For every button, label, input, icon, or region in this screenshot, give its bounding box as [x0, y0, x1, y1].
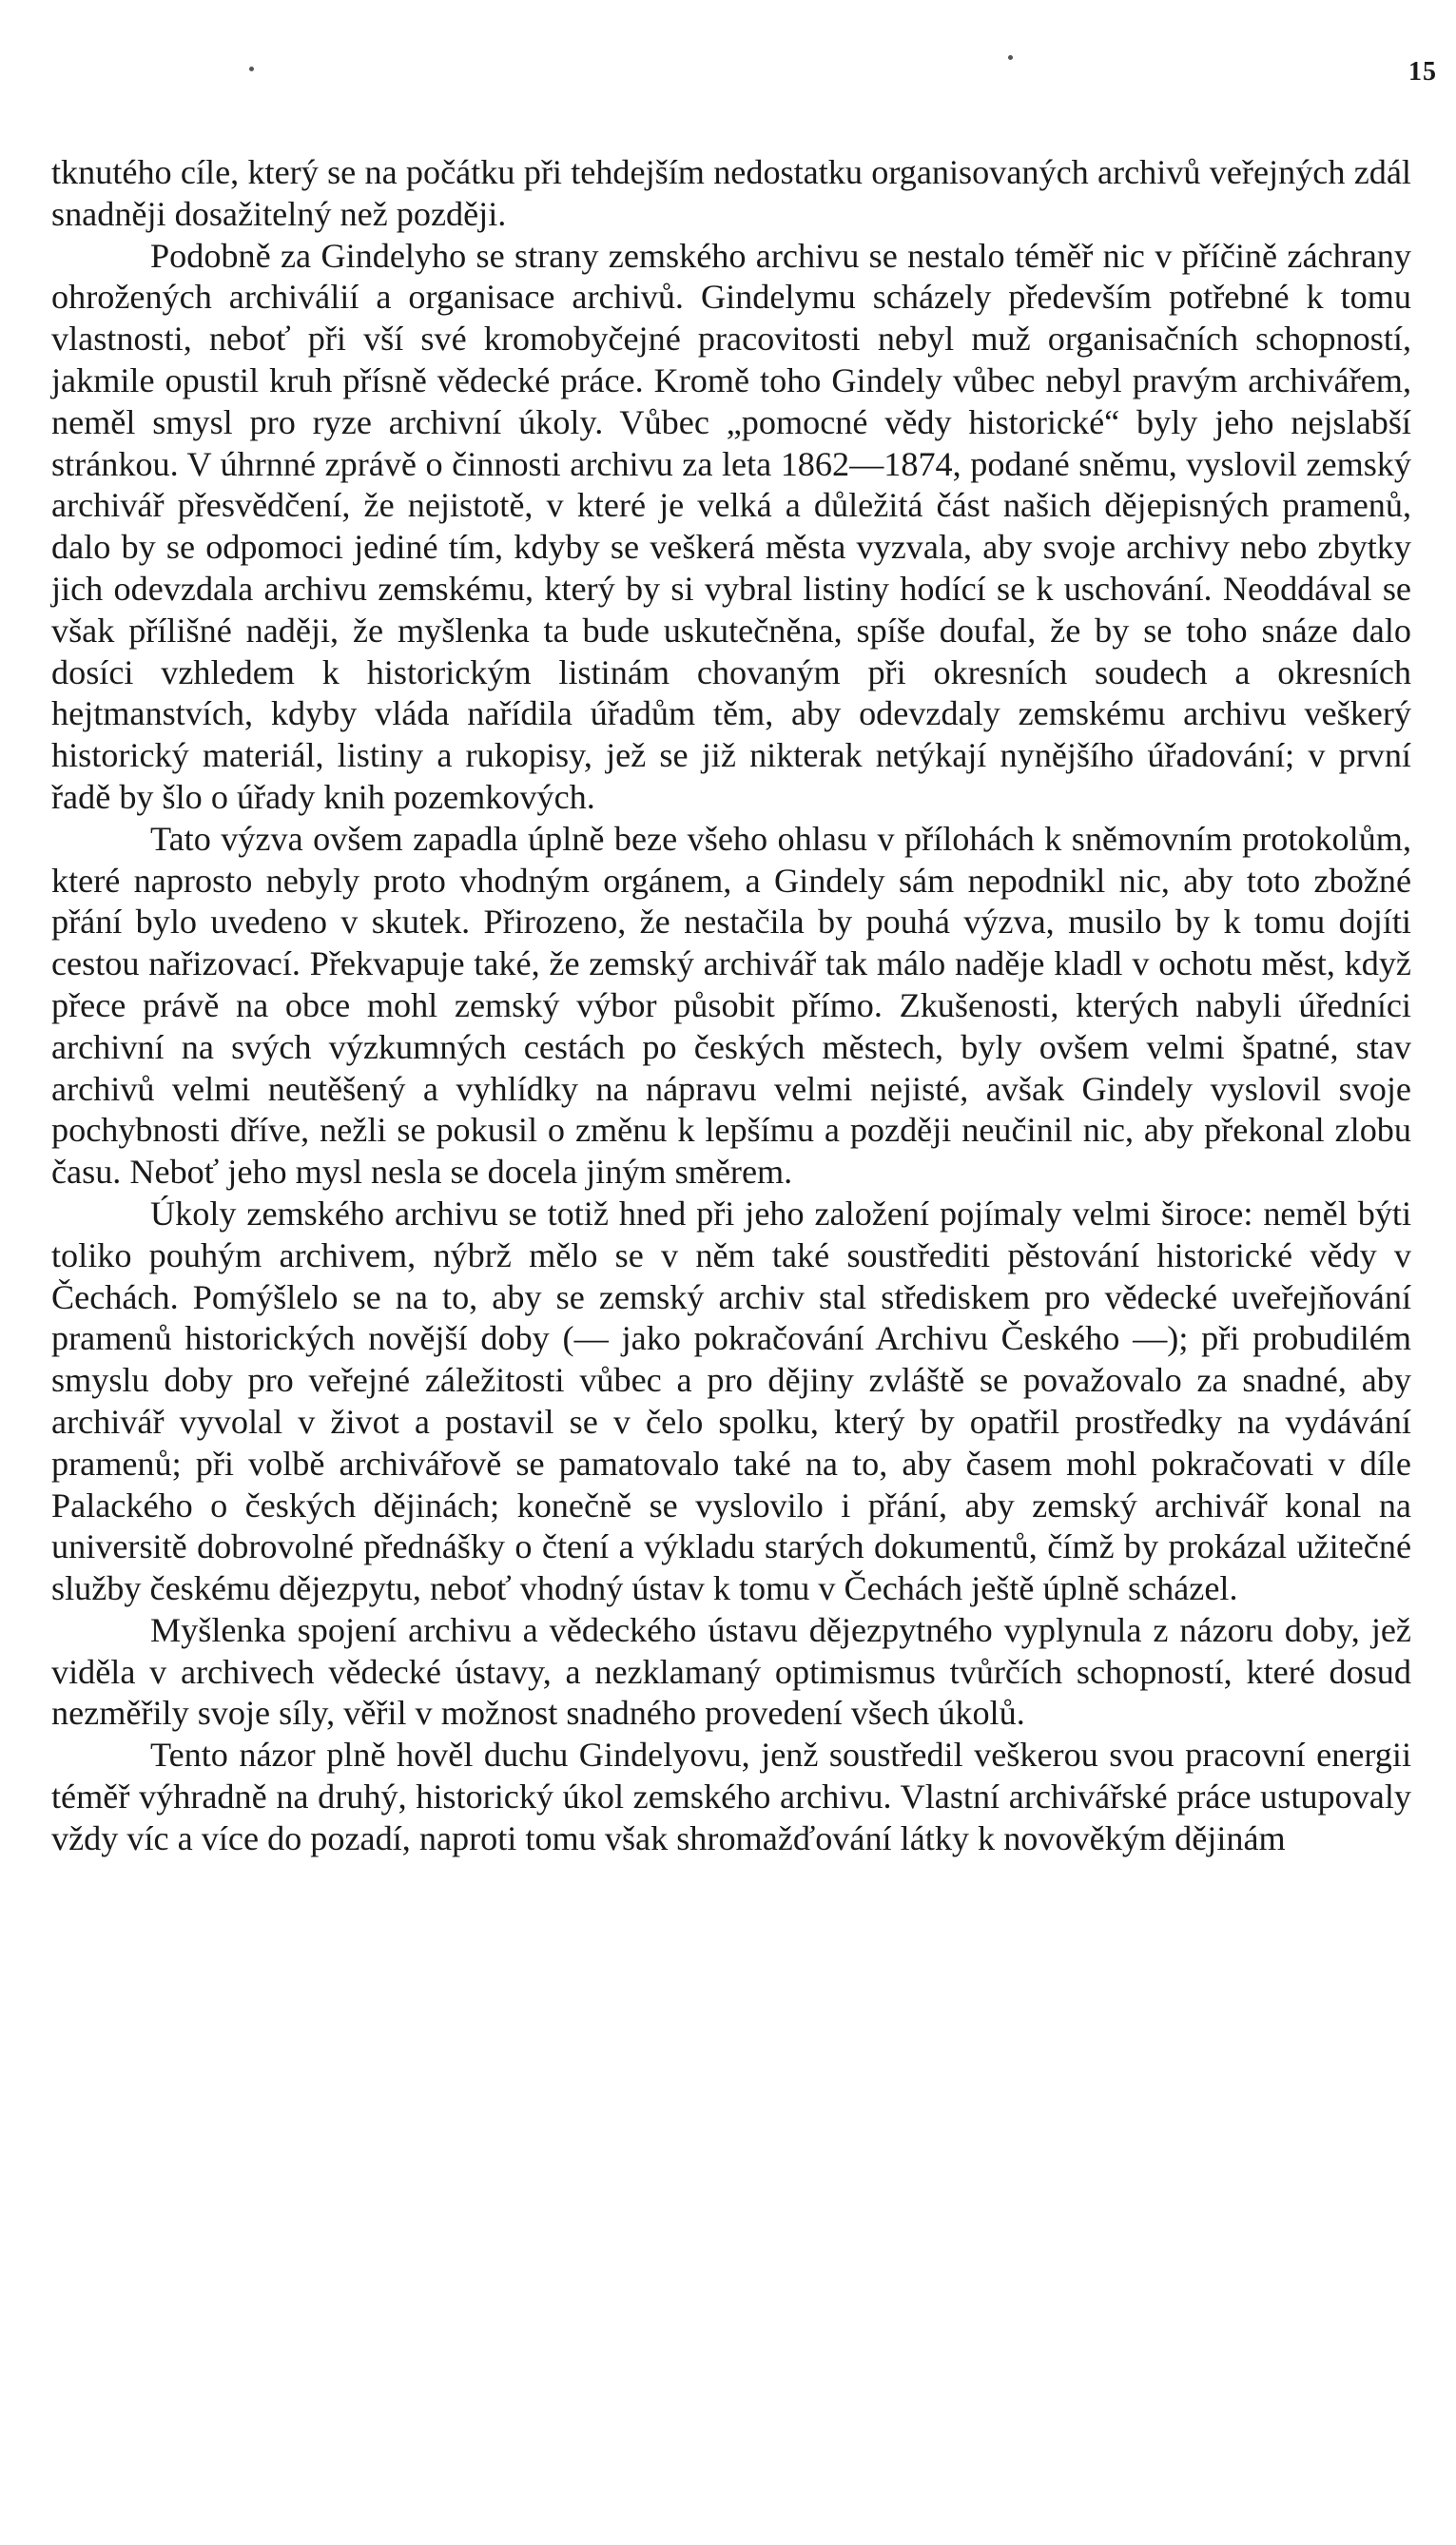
scan-speck [249, 67, 254, 71]
paragraph: Podobně za Gindelyho se strany zemského archivu se nestalo téměř nic v příčině záchrany ohrožených archiválií a organisace archivů. Gindelymu scházely především potřebné k tomu vlastnosti, neboť při vší své kromobyčejné pracovitosti nebyl muž organisačních schopností, jakmile opustil kruh přísně vědecké práce. Kromě toho Gindely vůbec nebyl pravým archivářem, neměl smysl pro ryze archivní úkoly. Vůbec „pomocné vědy historické“ byly jeho nejslabší stránkou. V úhrnné zprávě o činnosti archivu za leta 1862—1874, podané sněmu, vyslovil zemský archivář přesvědčení, že nejistotě, v které je velká a důležitá část našich dějepisných pramenů, dalo by se odpomoci jediné tím, kdyby se veškerá města vyzvala, aby svoje archivy nebo zbytky jich odevzdala archivu zemskému, který by si vybral listiny hodící se k uschování. Neoddával se však přílišné naději, že myšlenka ta bude uskutečněna, spíše doufal, že by se toho snáze dalo dosíci vzhledem k historickým listinám chovaným při okresních soudech a okresních hejtmanstvích, kdyby vláda nařídila úřadům těm, aby odevzdaly zemskému archivu veškerý historický materiál, listiny a rukopisy, jež se již nikterak netýkají nynějšího úřadování; v první řadě by šlo o úřady knih pozemkových. [51, 236, 1411, 816]
page-number: 15 [1408, 57, 1437, 87]
scan-speck [1008, 55, 1013, 60]
paragraph: Myšlenka spojení archivu a vědeckého ústavu dějezpytného vyplynula z názoru doby, jež viděla v archivech vědecké ústavy, a nezklamaný optimismus tvůrčích schopností, které dosud nezměřily svoje síly, věřil v možnost snadného provedení všech úkolů. [51, 1610, 1411, 1733]
paragraph: Úkoly zemského archivu se totiž hned při jeho založení pojímaly velmi široce: neměl býti toliko pouhým archivem, nýbrž mělo se v něm také soustřediti pěstování historické vědy v Čechách. Pomýšlelo se na to, aby se zemský archiv stal střediskem pro vědecké uveřejňování pramenů historických novější doby (— jako pokračování Archivu Českého —); při probudilém smyslu doby pro veřejné záležitosti vůbec a pro dějiny zvláště se považovalo za snadné, aby archivář vyvolal v život a postavil se v čelo spolku, který by opatřil prostředky na vydávání pramenů; při volbě archivářově se pamatovalo také na to, aby časem mohl pokračovati v díle Palackého o českých dějinách; konečně se vyslovilo i přání, aby zemský archivář konal na universitě dobrovolné přednášky o čtení a výkladu starých dokumentů, čímž by prokázal užitečné služby českému dějezpytu, neboť vhodný ústav k tomu v Čechách ještě úplně scházel. [51, 1194, 1411, 1608]
paragraph: Tento názor plně hověl duchu Gindelyovu, jenž soustředil veškerou svou pracovní energii téměř výhradně na druhý, historický úkol zemského archivu. Vlastní archivářské práce ustupovaly vždy víc a více do pozadí, naproti tomu však shromažďování látky k novověkým dějinám [51, 1736, 1411, 1857]
body-text [51, 152, 1411, 1860]
paragraph-continued: tknutého cíle, který se na počátku při tehdejším nedostatku organisovaných archivů veřejných zdál snadněji dosažitelný než později. [51, 153, 1411, 233]
paragraph: Tato výzva ovšem zapadla úplně beze všeho ohlasu v přílohách k sněmovním protokolům, které naprosto nebyly proto vhodným orgánem, a Gindely sám nepodnikl nic, aby toto zbožné přání bylo uvedeno v skutek. Přirozeno, že nestačila by pouhá výzva, musilo by k tomu dojíti cestou nařizovací. Překvapuje také, že zemský archivář tak málo naděje kladl v ochotu měst, když přece právě na obce mohl zemský výbor působit přímo. Zkušenosti, kterých nabyli úředníci archivní na svých výzkumných cestách po českých městech, byly ovšem velmi špatné, stav archivů velmi neutěšený a vyhlídky na nápravu velmi nejisté, avšak Gindely vyslovil svoje pochybnosti dříve, nežli se pokusil o změnu k lepšímu a později neučinil nic, aby překonal zlobu času. Neboť jeho mysl nesla se docela jiným směrem. [51, 819, 1411, 1192]
